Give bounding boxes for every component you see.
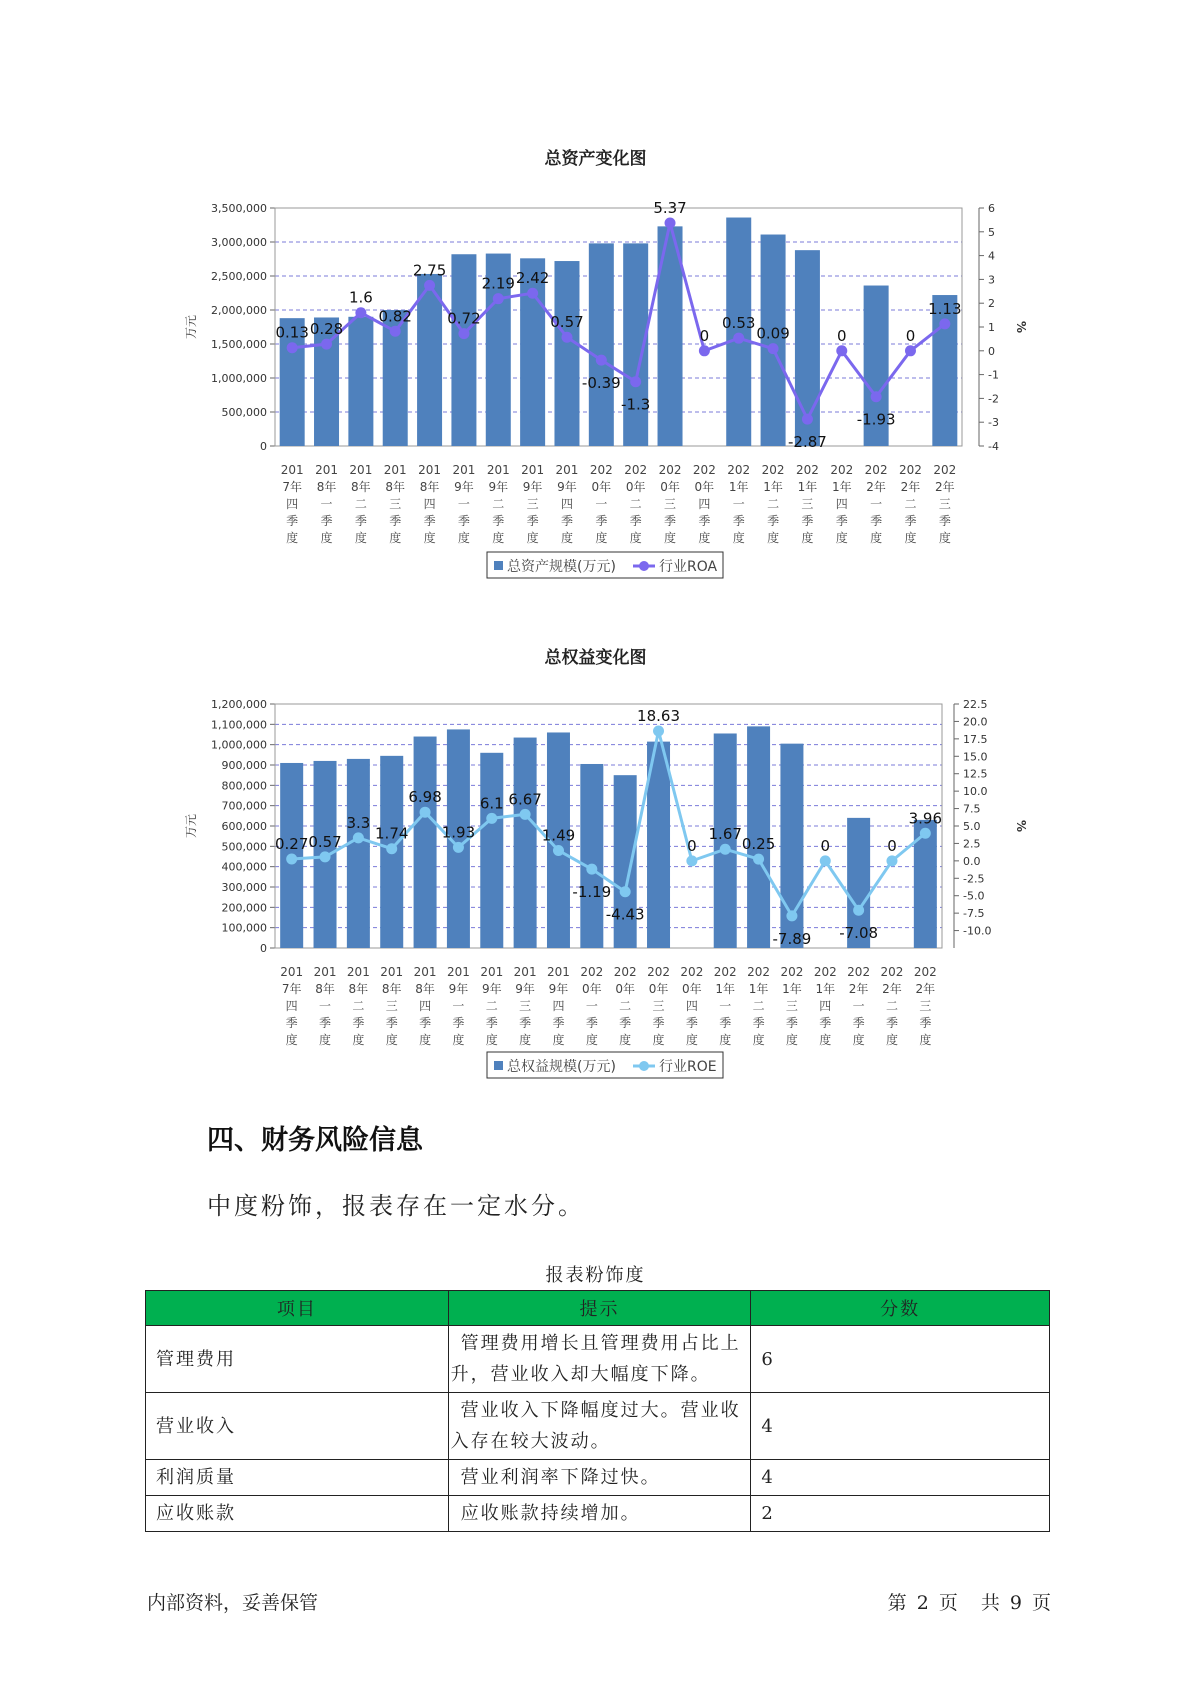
line-point [620,886,631,897]
y-tick-label: 0 [260,942,267,955]
line-point [453,842,464,853]
footer-page-number: 第 2 页 共 9 页 [887,1592,1053,1614]
line-point [320,851,331,862]
y2-tick-label: 22.5 [963,698,988,711]
y-tick-label: 200,000 [221,901,267,915]
x-tick-label: 201 8年四季度 [418,463,442,545]
line-point [586,864,597,875]
y2-tick-label: 3 [988,273,995,287]
x-tick-label: 202 1年四季度 [813,965,837,1047]
line-point [786,910,797,921]
x-tick-label: 201 8年四季度 [413,965,437,1047]
x-tick-label: 201 8年一季度 [313,965,337,1047]
data-label: 0.09 [756,324,790,343]
y2-tick-label: 0 [988,344,995,358]
row-score: 2 [751,1496,1050,1532]
legend-bar-label: 总资产规模(万元) [507,559,616,575]
x-tick-label: 202 1年二季度 [747,965,771,1047]
line-point [853,905,864,916]
data-label: -7.08 [839,924,879,943]
y2-tick-label: -1 [988,368,999,382]
y-tick-label: 400,000 [221,860,267,874]
data-label: -0.39 [581,374,621,393]
y-axis-label: 万元 [184,813,198,839]
line-point [686,855,697,866]
data-label: 1.93 [441,823,476,842]
row-item: 营业收入 [146,1393,449,1460]
y-tick-label: 1,100,000 [211,718,267,732]
data-label: 0.82 [378,307,412,326]
line-point [321,339,332,350]
x-tick-label: 201 9年一季度 [452,463,476,545]
line-point [630,376,641,387]
data-label: 1.13 [928,299,962,318]
legend-bar-swatch [494,561,503,570]
table-header-row [146,1291,1050,1326]
data-label: 0 [699,326,710,345]
y2-tick-label: 10.0 [963,785,988,799]
line-point [665,217,676,228]
y-tick-label: 600,000 [221,820,267,833]
line-point [420,807,431,818]
row-item: 利润质量 [146,1460,449,1496]
x-tick-label: 201 9年四季度 [555,463,579,545]
data-label: 0 [820,836,831,855]
line-point [905,345,916,356]
y-tick-label: 0 [260,440,267,453]
legend-line-label: 行业ROA [659,559,718,575]
data-label: 6.67 [508,790,542,809]
y2-tick-label: 2.5 [963,837,981,851]
data-label: 0 [687,836,697,855]
y2-tick-label: -2 [988,392,999,406]
data-label: 0.72 [447,309,481,328]
x-tick-label: 202 0年三季度 [647,965,670,1047]
line-point [520,809,531,820]
y-tick-label: 800,000 [221,779,267,793]
y2-axis-label: % [1014,320,1028,334]
row-score: 4 [751,1460,1050,1496]
y2-tick-label: -7.5 [963,907,985,921]
header-score: 分数 [751,1291,1050,1326]
data-label: 0.27 [274,834,309,853]
data-label: 1.74 [375,824,409,843]
row-item: 应收账款 [146,1496,449,1532]
x-tick-label: 201 8年二季度 [346,965,370,1047]
line-point [802,414,813,425]
x-tick-label: 201 9年四季度 [547,965,570,1047]
data-label: -7.89 [772,929,812,948]
y2-tick-label: -2.5 [963,872,985,886]
chart-title-equity: 总权益变化图 [544,648,647,668]
legend-bar-label: 总权益规模(万元) [507,1059,616,1075]
table-row [146,1393,1050,1460]
x-tick-label: 202 2年三季度 [913,965,937,1047]
line-point [733,333,744,344]
bar [554,261,579,446]
legend-bar-swatch [494,1061,503,1070]
y2-tick-label: 15.0 [963,750,988,764]
y-tick-label: 1,500,000 [211,338,267,351]
line-point [458,328,469,339]
line-point [287,342,298,353]
row-item: 管理费用 [146,1326,449,1393]
whitewash-table [145,1290,1050,1532]
bar [347,759,370,948]
data-label: 0.57 [550,313,584,332]
x-tick-label: 202 0年四季度 [692,463,716,545]
y-tick-label: 3,000,000 [211,236,267,249]
data-label: 1.6 [348,288,373,307]
y2-tick-label: -5.0 [963,889,985,903]
y2-tick-label: 17.5 [963,732,988,746]
line-point [753,854,764,865]
x-tick-label: 201 7年四季度 [280,463,304,545]
data-label: -1.93 [856,410,896,429]
line-point [653,725,664,736]
x-tick-label: 201 9年三季度 [513,965,537,1047]
x-tick-label: 202 0年二季度 [613,965,637,1047]
line-point [820,855,831,866]
y-tick-label: 1,000,000 [211,372,267,385]
y2-tick-label: 20.0 [963,715,988,729]
x-tick-label: 202 2年二季度 [899,463,922,545]
legend-line-marker [639,1061,649,1071]
y-tick-label: 1,200,000 [211,698,267,711]
data-label: 3.96 [908,809,943,828]
line-point [699,345,710,356]
footer-confidential: 内部资料，妥善保管 [147,1592,319,1614]
table-row [146,1496,1050,1532]
y2-tick-label: 7.5 [963,802,981,816]
line-point [939,318,950,329]
x-tick-label: 202 1年一季度 [727,463,751,545]
row-hint: 营业收入下降幅度过大。营业收入存在较大波动。 [448,1393,751,1460]
row-hint: 应收账款持续增加。 [448,1496,751,1532]
y2-tick-label: -10.0 [963,924,992,938]
y-tick-label: 700,000 [221,799,267,813]
data-label: -4.43 [605,905,645,924]
y2-tick-label: 5.0 [963,820,981,833]
x-tick-label: 201 9年三季度 [521,463,545,545]
x-tick-label: 201 9年二季度 [486,463,510,545]
y-tick-label: 900,000 [221,759,267,772]
y-tick-label: 2,500,000 [211,270,267,283]
x-tick-label: 202 2年三季度 [933,463,957,545]
data-label: 0.13 [275,323,309,342]
x-tick-label: 201 8年一季度 [315,463,338,545]
x-tick-label: 201 9年二季度 [480,965,504,1047]
row-hint: 营业利润率下降过快。 [448,1460,751,1496]
bar [580,764,603,948]
total-assets-chart [0,180,1191,590]
data-label: 6.1 [479,794,504,813]
line-point [424,280,435,291]
line-point [720,844,731,855]
line-point [920,828,931,839]
x-tick-label: 202 1年二季度 [761,463,785,545]
y2-tick-label: 1 [988,321,995,334]
x-tick-label: 202 0年四季度 [680,965,704,1047]
line-point [871,391,882,402]
y2-tick-label: 12.5 [963,767,988,781]
x-tick-label: 202 2年一季度 [864,463,888,545]
bar [480,753,503,948]
line-point [561,332,572,343]
risk-summary: 中度粉饰，报表存在一定水分。 [207,1192,585,1220]
x-tick-label: 202 2年二季度 [880,965,904,1047]
line-point [355,307,366,318]
data-label: -1.19 [572,883,612,902]
data-label: 0 [887,836,897,855]
table-caption: 报表粉饰度 [545,1265,646,1286]
data-label: 6.98 [408,788,442,807]
header-hint: 提示 [448,1291,751,1326]
x-tick-label: 202 0年一季度 [580,965,604,1047]
line-point [553,845,564,856]
data-label: 5.37 [653,198,687,217]
data-label: 2.75 [412,261,447,280]
y2-tick-label: 2 [988,297,995,311]
line-point [596,355,607,366]
data-label: 0.28 [309,320,344,339]
legend-line-marker [639,561,649,571]
bar [348,317,373,446]
bar [514,738,537,948]
y-tick-label: 2,000,000 [211,304,267,317]
y-axis-label: 万元 [184,314,198,340]
y-tick-label: 300,000 [221,881,267,894]
y-tick-label: 100,000 [221,921,267,935]
y2-tick-label: -4 [988,440,999,453]
table-row [146,1460,1050,1496]
x-tick-label: 201 8年三季度 [380,965,404,1047]
data-label: 0.57 [308,832,342,851]
y-tick-label: 500,000 [221,840,267,854]
data-label: -2.87 [788,433,827,452]
bar [589,243,614,446]
line-point [353,832,364,843]
line-point [527,288,538,299]
data-label: -1.3 [621,395,651,414]
x-tick-label: 201 9年一季度 [446,965,470,1047]
line-point [286,853,297,864]
row-score: 6 [751,1326,1050,1393]
x-tick-label: 202 0年三季度 [658,463,682,545]
total-equity-chart [0,680,1191,1090]
y2-tick-label: 0.0 [963,854,981,868]
y2-tick-label: -3 [988,416,999,430]
bar [414,737,437,948]
y-tick-label: 3,500,000 [211,202,267,215]
data-label: 0.25 [741,835,776,854]
x-tick-label: 202 1年一季度 [713,965,737,1047]
table-row [146,1326,1050,1393]
x-tick-label: 202 0年二季度 [624,463,648,545]
section-heading: 四、财务风险信息 [207,1125,423,1156]
x-tick-label: 202 1年四季度 [830,463,854,545]
data-label: 2.42 [515,269,550,288]
row-score: 4 [751,1393,1050,1460]
y2-tick-label: 6 [988,202,995,215]
data-label: 0 [905,326,916,345]
bar [451,254,476,446]
x-tick-label: 202 0年一季度 [589,463,613,545]
header-item: 项目 [146,1291,449,1326]
x-tick-label: 202 1年三季度 [780,965,804,1047]
data-label: 0 [837,326,847,345]
data-label: 18.63 [637,706,681,725]
y-tick-label: 1,000,000 [211,738,267,752]
data-label: 1.67 [708,825,742,844]
line-point [493,293,504,304]
chart-title-assets: 总资产变化图 [544,149,647,169]
y-tick-label: 500,000 [221,406,267,419]
row-hint: 管理费用增长且管理费用占比上升，营业收入却大幅度下降。 [448,1326,751,1393]
legend-line-label: 行业ROE [659,1059,717,1075]
line-point [390,326,401,337]
y2-tick-label: 5 [988,225,995,239]
x-tick-label: 202 1年三季度 [795,463,819,545]
y2-tick-label: 4 [988,249,995,263]
y2-axis-label: % [1014,819,1028,833]
line-point [386,843,397,854]
x-tick-label: 202 2年一季度 [847,965,871,1047]
line-point [486,813,497,824]
line-point [836,345,847,356]
x-tick-label: 201 8年三季度 [383,463,407,545]
data-label: 1.49 [541,826,576,845]
x-tick-label: 201 8年二季度 [349,463,373,545]
line-point [768,343,779,354]
data-label: 2.19 [481,274,515,293]
x-tick-label: 201 7年四季度 [280,965,304,1047]
data-label: 3.3 [346,813,371,832]
data-label: 0.53 [722,314,756,333]
line-point [886,855,897,866]
